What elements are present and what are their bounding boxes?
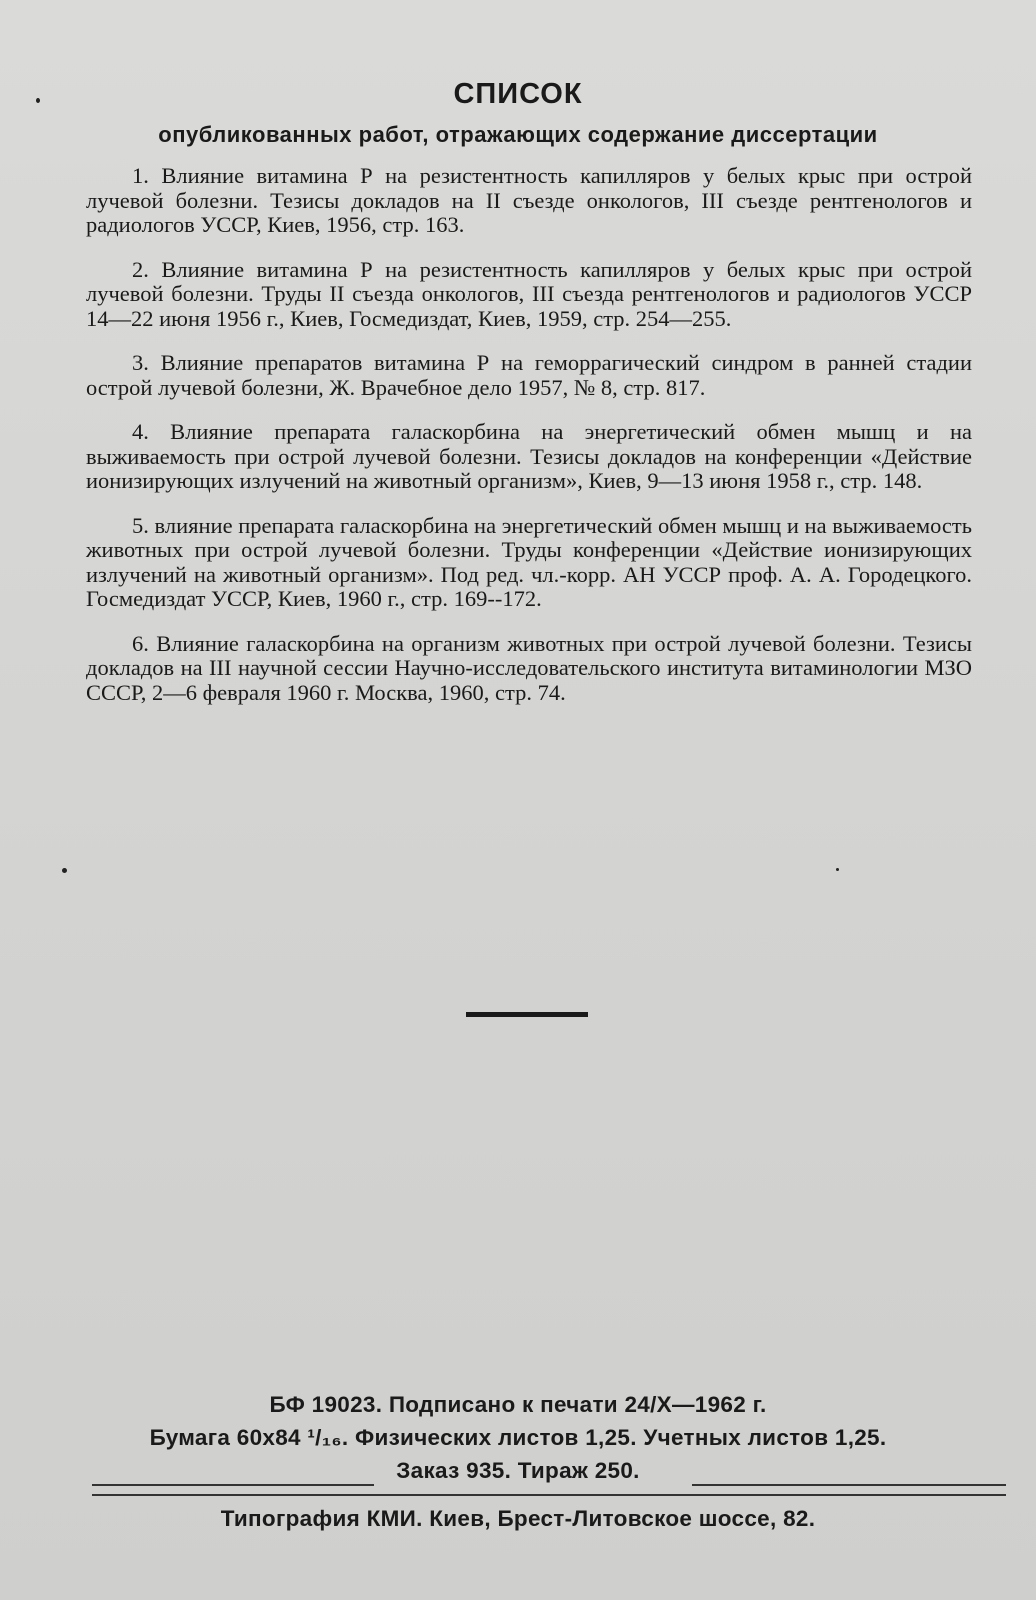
- publication-entry-5: 5. влияние препарата галаскорбина на энергетический обмен мышц и на выживаемость животных при острой лучевой болезни. Труды конференции «Действие ионизирующих излучений на животный организм». Под ред. чл.-корр. АН УССР проф. А. А. Городецкого. Госмедиздат УССР, Киев, 1960 г., стр. 169--172.: [86, 512, 972, 611]
- scan-speck: [36, 98, 40, 103]
- section-divider: [466, 1012, 588, 1017]
- publication-entry-3: 3. Влияние препаратов витамина Р на геморрагический синдром в ранней стадии острой лучевой болезни, Ж. Врачебное дело 1957, № 8, стр. 817.: [86, 350, 972, 400]
- imprint-rule-left: [92, 1484, 374, 1486]
- publication-entry-4: 4. Влияние препарата галаскорбина на энергетический обмен мышц и на выживаемость при острой лучевой болезни. Тезисы докладов на конференции «Действие ионизирующих излучений на животный организм», Киев, 9—13 июня 1958 г., стр. 148.: [86, 419, 972, 493]
- publication-entry-1: 1. Влияние витамина Р на резистентность капилляров у белых крыс при острой лучевой болезни. Тезисы докладов на II съезде онкологов, III съезде рентгенологов и радиологов УССР, Киев, 1956, стр. 163.: [86, 163, 972, 237]
- imprint-rule-right: [692, 1484, 1006, 1486]
- publication-entry-6: 6. Влияние галаскорбина на организм животных при острой лучевой болезни. Тезисы докладов на III научной сессии Научно-исследовательского института витаминологии МЗО СССР, 2—6 февраля 1960 г. Москва, 1960, стр. 74.: [86, 630, 972, 705]
- page-title: СПИСОК: [453, 78, 583, 110]
- imprint-line-4: Типография КМИ. Киев, Брест-Литовское шоссе, 82.: [220, 1506, 816, 1531]
- scan-speck: [62, 868, 67, 873]
- publication-entry-2: 2. Влияние витамина Р на резистентность капилляров у белых крыс при острой лучевой болезни. Труды II съезда онкологов, III съезда рентгенологов и радиологов УССР 14—22 июня 1956 г., Киев, Госмедиздат, Киев, 1959, стр. 254—255.: [86, 256, 972, 331]
- publication-list: [86, 164, 972, 725]
- page-subtitle: опубликованных работ, отражающих содержание диссертации: [158, 122, 878, 147]
- scan-speck: [836, 868, 839, 871]
- imprint-rule-full: [92, 1494, 1006, 1496]
- imprint-line-3: Заказ 935. Тираж 250.: [396, 1458, 640, 1483]
- imprint-line-2: Бумага 60х84 ¹/₁₆. Физических листов 1,25. Учетных листов 1,25.: [149, 1425, 887, 1450]
- imprint-line-1: БФ 19023. Подписано к печати 24/Х—1962 г.: [269, 1392, 767, 1417]
